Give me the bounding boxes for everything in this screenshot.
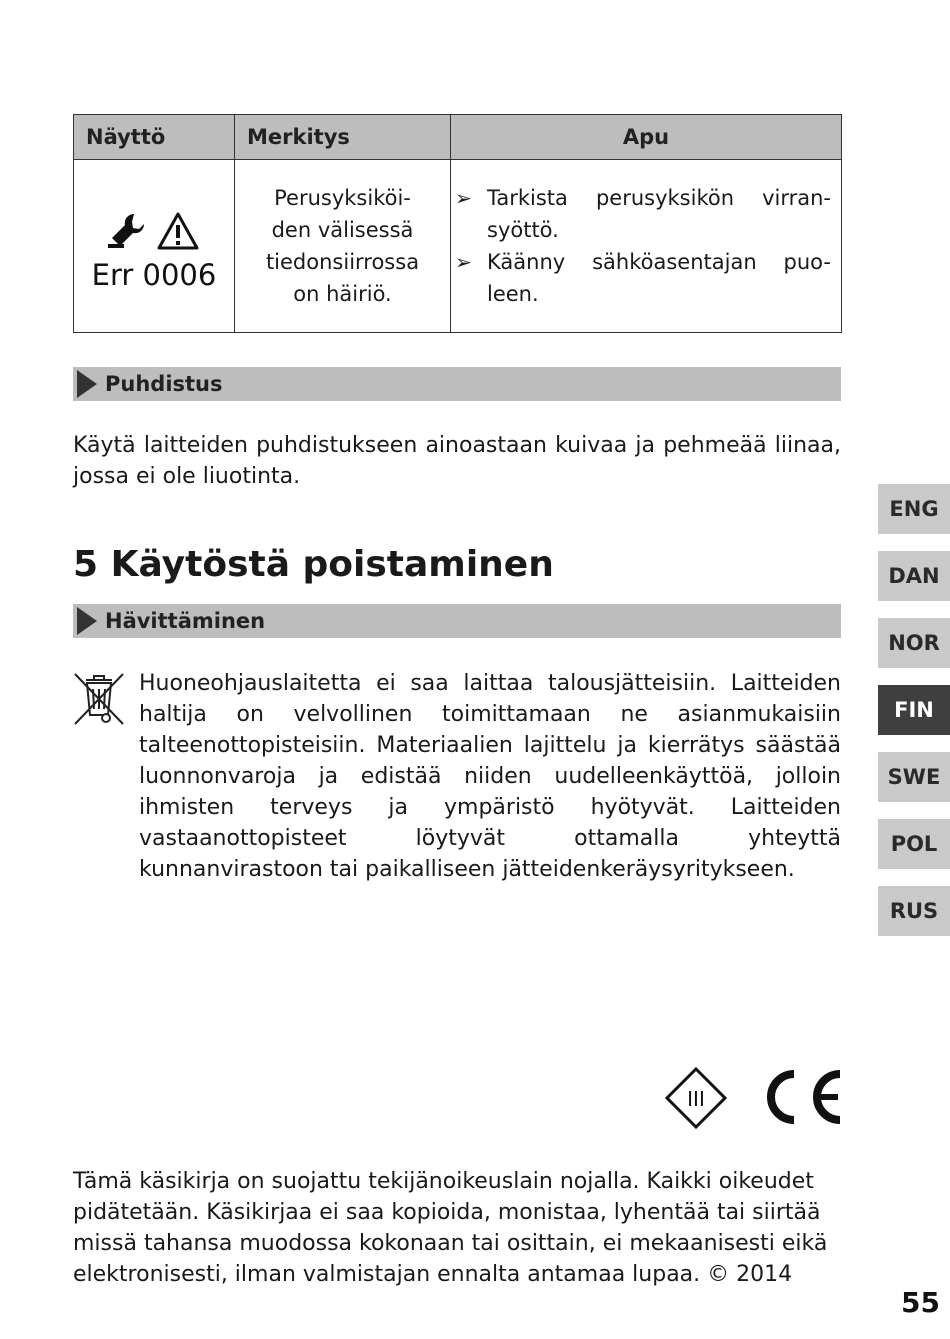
lang-tab-pol[interactable]: POL — [878, 819, 950, 869]
help-item — [455, 246, 831, 310]
table-row — [74, 160, 842, 333]
lang-tab-eng[interactable]: ENG — [878, 484, 950, 534]
chapter-title: 5 Käytöstä poistaminen — [73, 544, 554, 585]
meaning-line: on häiriö. — [293, 282, 392, 306]
header-display: Näyttö — [74, 115, 235, 160]
error-table — [73, 114, 842, 333]
class-3-label: III — [687, 1087, 705, 1111]
meaning-cell — [235, 160, 451, 333]
protection-class-3-icon — [664, 1066, 728, 1130]
error-icons — [75, 209, 233, 253]
help-text: Tarkista perusyksikön virran-syöttö. — [487, 186, 831, 242]
lang-tab-dan[interactable]: DAN — [878, 551, 950, 601]
lang-tab-swe[interactable]: SWE — [878, 752, 950, 802]
lang-tab-fin[interactable]: FIN — [878, 685, 950, 735]
table-header-row — [74, 115, 842, 160]
disposal-text: Huoneohjauslaitetta ei saa laittaa talousjätteisiin. Laitteiden haltija on velvollinen toimittamaan ne asianmukaisiin talteenottopisteisiin. Materiaalien lajittelu ja kierrätys säästää luonnonvaroja ja edistää niiden uudelleenkäyttöä, jolloin ihmisten terveys ja ympäristö hyötyvät. Laitteiden vastaanottopisteet löytyvät ottamalla yhteyttä kunnanvirastoon tai paikalliseen jätteidenkeräysyritykseen. — [139, 671, 841, 882]
meaning-line: den välisessä — [271, 218, 414, 242]
lang-tab-rus[interactable]: RUS — [878, 886, 950, 936]
error-code: Err 0006 — [91, 258, 217, 292]
copyright-text: Tämä käsikirja on suojattu tekijänoikeuslain nojalla. Kaikki oikeudet pidätetään. Käsikirjaa ei saa kopioida, monistaa, lyhentää tai siirtää missä tahansa muodossa kokonaan tai osittain, ei mekaanisesti eikä elektronisesti, ilman valmistajan ennalta antamaa lupaa. © 2014 — [73, 1169, 828, 1287]
arrow-bullet-icon: ➢ — [455, 250, 472, 274]
section-heading: Hävittäminen — [105, 609, 266, 633]
header-meaning: Merkitys — [235, 115, 451, 160]
page-number: 55 — [901, 1286, 940, 1319]
help-item — [455, 182, 831, 246]
cleaning-text: Käytä laitteiden puhdistukseen ainoastaan kuivaa ja pehmeää liinaa, jossa ei ole liuotinta. — [73, 433, 841, 489]
warning-triangle-icon — [156, 211, 200, 251]
wrench-icon — [108, 211, 148, 251]
section-heading: Puhdistus — [105, 372, 223, 396]
section-bar-disposal — [73, 604, 841, 638]
meaning-line: tiedonsiirrossa — [265, 250, 420, 274]
ce-mark-icon — [756, 1066, 844, 1128]
crossed-bin-icon — [72, 671, 126, 727]
triangle-marker-icon — [77, 370, 97, 398]
meaning-line: Perusyksiköi- — [274, 186, 411, 210]
lang-tab-nor[interactable]: NOR — [878, 618, 950, 668]
header-help: Apu — [451, 115, 842, 160]
triangle-marker-icon — [77, 607, 97, 635]
display-cell — [74, 160, 235, 333]
help-cell — [451, 160, 842, 333]
help-text: Käänny sähköasentajan puo-leen. — [487, 250, 831, 306]
arrow-bullet-icon: ➢ — [455, 186, 472, 210]
section-bar-cleaning — [73, 367, 841, 401]
